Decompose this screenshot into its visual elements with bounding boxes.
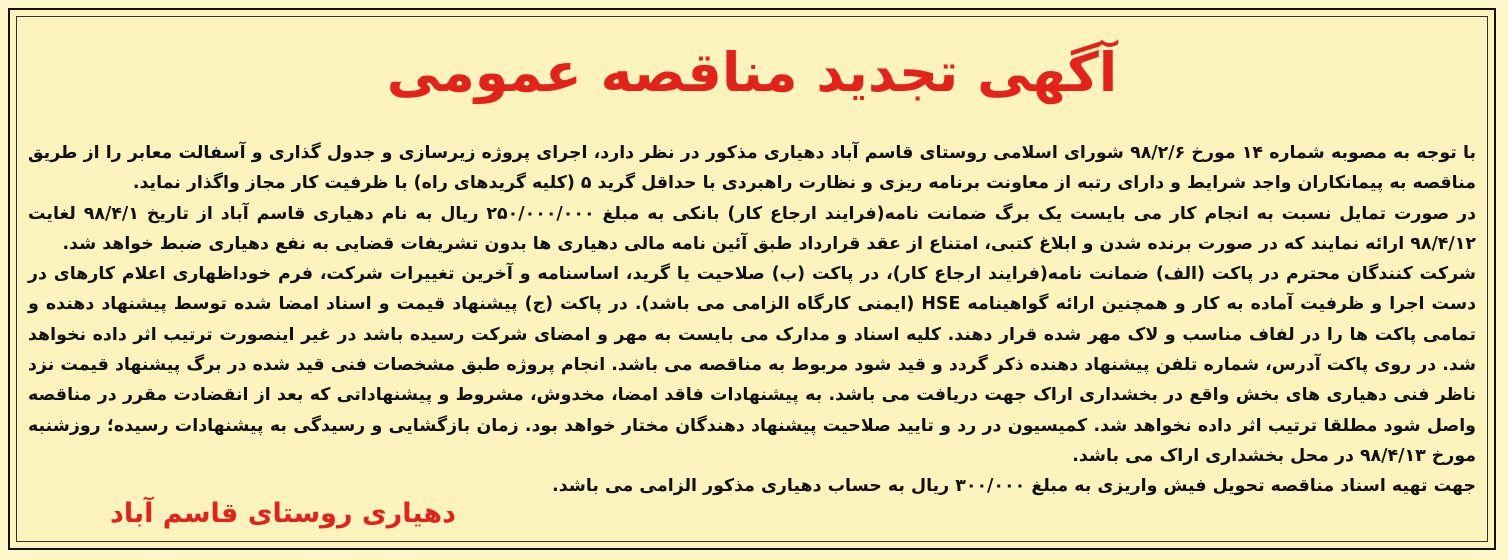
notice-paragraph-4: جهت تهیه اسناد مناقصه تحویل فیش واریزی به مبلغ ۳۰۰/۰۰۰ ریال به حساب دهیاری مذکور الزامی می باشد.	[552, 476, 1476, 497]
notice-signature: دهیاری روستای قاسم آباد	[110, 498, 456, 529]
notice-title: آگهی تجدید مناقصه عمومی	[386, 41, 1118, 104]
notice-body	[28, 138, 1476, 502]
notice-paragraph-1: با توجه به مصوبه شماره ۱۴ مورخ ۹۸/۲/۶ شورای اسلامی روستای قاسم آباد دهیاری مذکور در نظر دارد، اجرای پروژه زیرسازی و جدول گذاری و آسفالت معابر را از طریق مناقصه به پیمانکاران واجد شرایط و دارای رتبه از معاونت برنامه ریزی و نظارت راهبردی با حداقل گرید ۵ (کلیه گریدهای راه) با ظرفیت کار مجاز واگذار نماید.	[28, 143, 1477, 194]
notice-paragraph-3: شرکت کنندگان محترم در پاکت (الف) ضمانت نامه(فرایند ارجاع کار)، در پاکت (ب) صلاحیت یا گرید، اساسنامه و آخرین تغییرات شرکت، فرم خوداظهاری اعلام کارهای در دست اجرا و ظرفیت آماده به کار و همچنین ارائه گواهینامه HSE (ایمنی کارگاه الزامی می باشد). در پاکت (ج) پیشنهاد قیمت و اسناد امضا شده توسط پیشنهاد دهنده و تمامی پاکت ها را در لفاف مناسب و لاک مهر شده قرار دهند. کلیه اسناد و مدارک می بایست به مهر و امضای شرکت رسیده باشد در غیر اینصورت ترتیب اثر داده نخواهد شد. در روی پاکت آدرس، شماره تلفن پیشنهاد دهنده ذکر گردد و قید شود مربوط به مناقصه می باشد. انجام پروژه طبق مشخصات فنی قید شده در برگ پیشنهاد قیمت نزد ناظر فنی دهیاری های بخش واقع در بخشداری اراک جهت دریافت می باشد. به پیشنهادات فاقد امضا، مخدوش، مشروط و پیشنهاداتی که بعد از انقضادت مقرر در مناقصه واصل شود مطلقا ترتیب اثر داده نخواهد شد. کمیسیون در رد و تایید صلاحیت پیشنهاد دهندگان مختار خواهد بود. زمان بازگشایی و رسیدگی به پیشنهادات رسیده؛ روزشنبه مورخ ۹۸/۴/۱۳ در محل بخشداری اراک می باشد.	[28, 264, 1476, 466]
notice-frame	[8, 8, 1496, 550]
notice-paragraph-2: در صورت تمایل نسبت به انجام کار می بایست یک برگ ضمانت نامه(فرایند ارجاع کار) بانکی به مبلغ ۲۵۰/۰۰۰/۰۰۰ ریال به نام دهیاری قاسم آباد از تاریخ ۹۸/۴/۱ لغایت ۹۸/۴/۱۲ ارائه نمایند که در صورت برنده شدن و ابلاغ کتبی، امتناع از عقد قرارداد طبق آئین نامه مالی دهیاری ها بدون تشریفات قضایی به نفع دهیاری ضبط خواهد شد.	[28, 203, 1477, 254]
